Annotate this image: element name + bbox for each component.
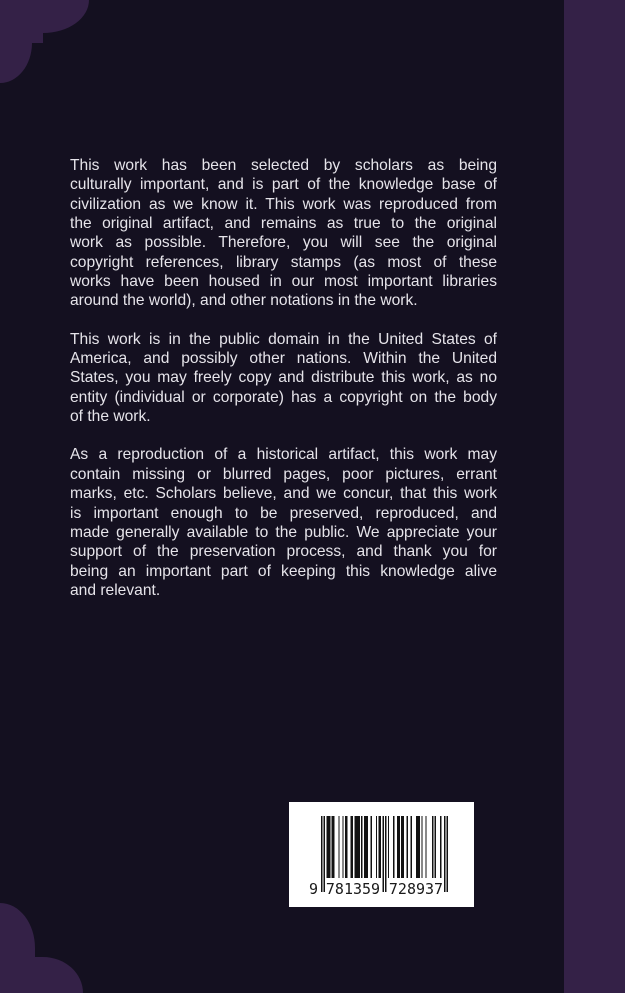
- text-line: works have been housed in our most important libraries: [70, 273, 497, 291]
- text-line: being an important part of keeping this knowledge alive: [70, 562, 497, 580]
- text-line: America, and possibly other nations. Within the United: [70, 350, 497, 368]
- back-cover-text: [70, 156, 497, 600]
- text-line: support of the preservation process, and thank you for: [70, 543, 497, 561]
- text-line: entity (individual or corporate) has a copyright on the body: [70, 388, 497, 406]
- paragraph-1: [70, 156, 497, 311]
- isbn-barcode: [289, 802, 474, 907]
- text-line: This work has been selected by scholars as being: [70, 157, 497, 174]
- text-line: made generally available to the public. We appreciate your: [70, 523, 497, 541]
- text-line: of the work.: [70, 408, 151, 426]
- paragraph-2: [70, 330, 497, 427]
- text-line: civilization as we know it. This work was reproduced from: [70, 195, 497, 213]
- paragraph-3: [70, 445, 497, 600]
- text-line: the original artifact, and remains as true to the original: [70, 215, 497, 233]
- corner-ornament-bottom-left: [0, 903, 90, 993]
- text-line: is important enough to be preserved, reproduced, and: [70, 504, 497, 522]
- text-line: and relevant.: [70, 581, 161, 599]
- text-line: work as possible. Therefore, you will see the original: [70, 234, 497, 252]
- text-line: contain missing or blurred pages, poor pictures, errant: [70, 465, 497, 483]
- barcode-digits-group1: 781359: [325, 880, 381, 898]
- barcode-digits-group2: 728937: [388, 880, 444, 898]
- text-line: culturally important, and is part of the knowledge base of: [70, 176, 497, 194]
- corner-ornament-top-left: [0, 0, 95, 90]
- right-edge-band: [564, 0, 625, 993]
- text-line: around the world), and other notations in the work.: [70, 292, 418, 310]
- text-line: This work is in the public domain in the United States of: [70, 330, 497, 348]
- text-line: As a reproduction of a historical artifact, this work may: [70, 446, 497, 464]
- text-line: States, you may freely copy and distribute this work, as no: [70, 369, 497, 387]
- text-line: marks, etc. Scholars believe, and we concur, that this work: [70, 485, 497, 503]
- barcode-image: [289, 802, 474, 907]
- barcode-digit-left: 9: [308, 880, 318, 898]
- text-line: copyright references, library stamps (as most of these: [70, 253, 497, 271]
